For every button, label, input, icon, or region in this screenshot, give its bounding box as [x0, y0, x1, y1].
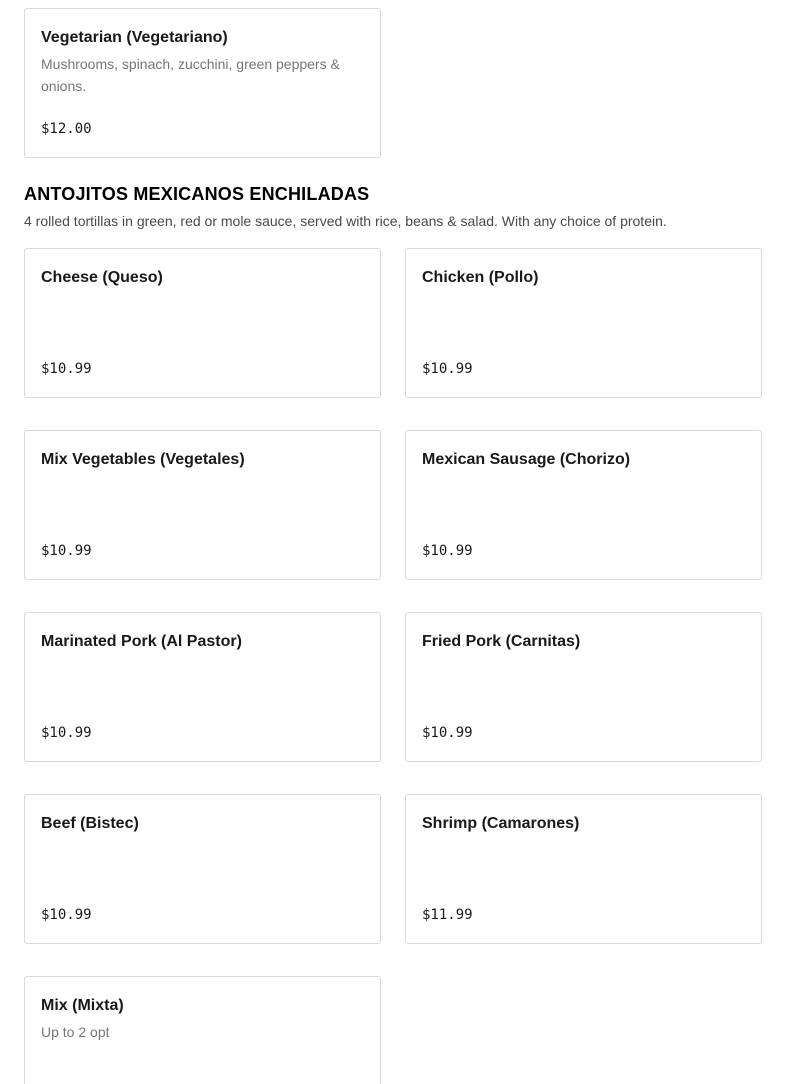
item-name: Marinated Pork (Al Pastor)	[41, 633, 242, 650]
section-title: ANTOJITOS MEXICANOS ENCHILADAS	[24, 184, 370, 204]
item-price: $10.99	[422, 543, 473, 559]
menu-item-card-mixta[interactable]	[24, 976, 381, 1084]
item-name: Cheese (Queso)	[41, 269, 163, 286]
item-price: $10.99	[41, 543, 92, 559]
item-price: $12.00	[41, 121, 92, 137]
item-price: $11.99	[422, 907, 473, 923]
item-price: $10.99	[41, 907, 92, 923]
menu-item-card-camarones[interactable]	[405, 794, 762, 944]
menu-item-card-bistec[interactable]	[24, 794, 381, 944]
item-name: Mix (Mixta)	[41, 997, 124, 1014]
item-description: Mushrooms, spinach, zucchini, green peppers & onions.	[41, 56, 340, 94]
menu-item-card-chicken[interactable]	[405, 248, 762, 398]
item-description: Up to 2 opt	[41, 1024, 110, 1040]
item-name: Vegetarian (Vegetariano)	[41, 29, 228, 46]
menu-item-card-carnitas[interactable]	[405, 612, 762, 762]
menu-item-card-vegetarian[interactable]	[24, 8, 381, 158]
item-price: $10.99	[422, 361, 473, 377]
section-description: 4 rolled tortillas in green, red or mole sauce, served with rice, beans & salad. With any choice of protein.	[24, 213, 667, 229]
item-name: Shrimp (Camarones)	[422, 815, 580, 832]
item-name: Mexican Sausage (Chorizo)	[422, 451, 631, 468]
item-name: Fried Pork (Carnitas)	[422, 633, 581, 650]
menu-item-card-cheese[interactable]	[24, 248, 381, 398]
item-price: $10.99	[41, 361, 92, 377]
item-name: Mix Vegetables (Vegetales)	[41, 451, 245, 468]
menu-item-card-al-pastor[interactable]	[24, 612, 381, 762]
menu-item-card-mix-vegetables[interactable]	[24, 430, 381, 580]
menu-item-card-chorizo[interactable]	[405, 430, 762, 580]
item-price: $10.99	[41, 725, 92, 741]
item-name: Beef (Bistec)	[41, 815, 139, 832]
item-name: Chicken (Pollo)	[422, 269, 539, 286]
item-price: $10.99	[422, 725, 473, 741]
